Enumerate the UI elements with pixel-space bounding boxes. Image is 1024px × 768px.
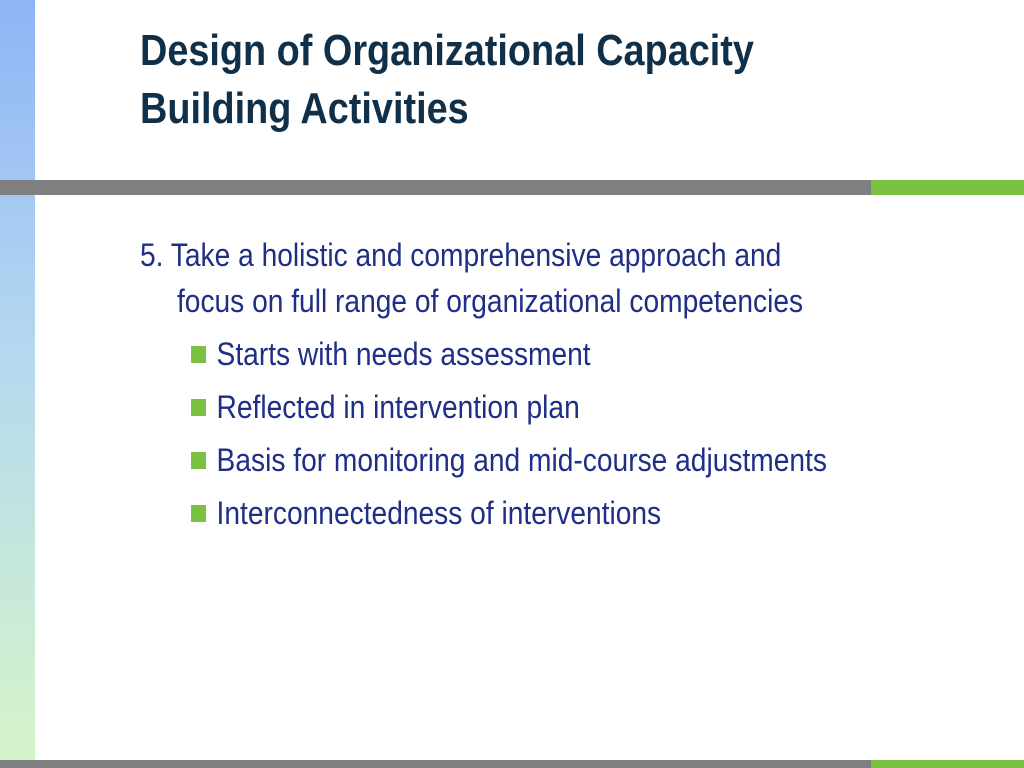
slide-body	[140, 232, 914, 540]
list-item	[191, 487, 914, 540]
green-square-bullet-icon	[191, 452, 206, 469]
title-divider-gray	[0, 180, 871, 195]
list-item	[191, 328, 914, 381]
slide-title	[140, 22, 880, 138]
main-point-line-2: focus on full range of organizational competencies	[176, 283, 804, 319]
green-square-bullet-icon	[191, 505, 206, 522]
green-square-bullet-icon	[191, 346, 206, 363]
list-item	[191, 434, 914, 487]
list-item-text: Starts with needs assessment	[216, 336, 591, 372]
list-item-text: Basis for monitoring and mid-course adjustments	[216, 442, 827, 478]
list-item-text: Reflected in intervention plan	[216, 389, 580, 425]
sub-point-list	[140, 328, 914, 540]
bottom-divider-green	[871, 760, 1024, 768]
bottom-divider-gray	[0, 760, 871, 768]
main-point	[140, 232, 914, 324]
slide-title-line-1: Design of Organizational Capacity	[140, 26, 754, 75]
list-item-text: Interconnectedness of interventions	[216, 495, 662, 531]
main-point-line-1: 5. Take a holistic and comprehensive approach and	[140, 237, 782, 273]
title-divider-green	[871, 180, 1024, 195]
green-square-bullet-icon	[191, 399, 206, 416]
left-gradient-stripe	[0, 0, 35, 768]
slide-title-line-2: Building Activities	[140, 84, 469, 133]
list-item	[191, 381, 914, 434]
